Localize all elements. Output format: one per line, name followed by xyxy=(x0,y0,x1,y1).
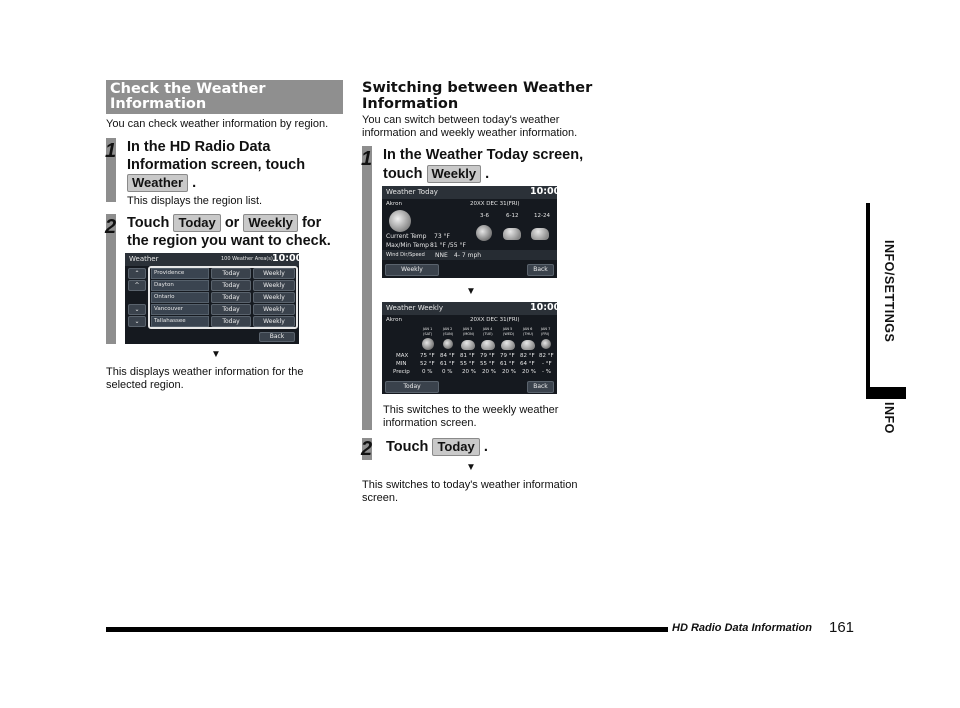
list-item xyxy=(151,268,209,279)
precip: 0 % xyxy=(442,369,453,375)
weekly-button: Weekly xyxy=(253,292,295,303)
clock: 10:00 xyxy=(272,253,303,264)
current-temp: 73 °F xyxy=(434,233,450,240)
cloudy-icon xyxy=(501,340,515,350)
cloudy-icon xyxy=(503,228,521,240)
day-of-week: (SAT) xyxy=(423,332,433,336)
region-name: Dayton xyxy=(154,282,174,288)
max-temp: 82 °F xyxy=(539,353,554,359)
precip: - % xyxy=(542,369,551,375)
intro-line1: You can switch between today's weather xyxy=(362,114,560,126)
side-tab-label-info: INFO xyxy=(882,402,896,434)
result-line1: This switches to today's weather information xyxy=(362,479,578,491)
side-tab-rule xyxy=(866,203,870,399)
sunny-icon xyxy=(389,210,411,232)
wind-direction: NNE xyxy=(435,252,448,259)
day-column xyxy=(500,327,520,377)
step-title-line1: In the Weather Today screen, xyxy=(383,147,584,163)
weather-list-screenshot xyxy=(125,253,303,344)
precip: 20 % xyxy=(502,369,516,375)
intro-text: You can check weather information by region. xyxy=(106,118,329,130)
today-button: Today xyxy=(211,280,251,291)
weekly-button: Weekly xyxy=(253,280,295,291)
day-of-week: (MON) xyxy=(463,332,475,336)
result-line2: selected region. xyxy=(106,379,184,391)
footer-rule xyxy=(106,627,668,632)
row-label-precip: Precip xyxy=(393,369,410,375)
day-date: JAN 3 xyxy=(463,327,473,331)
step-number: 2 xyxy=(105,216,117,238)
weather-button: Weather xyxy=(127,174,188,192)
today-button: Today xyxy=(432,438,479,456)
min-temp: 55 °F xyxy=(460,361,475,367)
section-title-line1: Switching between Weather xyxy=(362,80,593,96)
max-temp: 84 °F xyxy=(440,353,455,359)
arrow-down: ▼ xyxy=(466,462,476,473)
step-title-or: or xyxy=(224,215,240,231)
screen-title: Weather Today xyxy=(386,188,438,196)
area-count: 100 Weather Area(s) xyxy=(221,256,273,262)
step-title-line3 xyxy=(127,173,196,193)
step-title-end: . xyxy=(192,175,197,191)
date: 20XX DEC 31(FRI) xyxy=(470,317,520,323)
step-title-line2: Information screen, touch xyxy=(127,157,306,173)
day-date: JAN 4 xyxy=(483,327,493,331)
step-title-end: . xyxy=(483,439,488,455)
region-name: Tallahassee xyxy=(154,318,186,324)
today-button: Today xyxy=(211,268,251,279)
sunny-icon xyxy=(476,225,492,241)
step-title-line1 xyxy=(127,213,321,233)
moon-icon xyxy=(541,339,551,349)
weather-today-screenshot xyxy=(382,186,561,278)
period-label: 12-24 xyxy=(534,213,550,219)
weekly-button: Weekly xyxy=(385,264,439,276)
step-title-touch: Touch xyxy=(386,439,429,455)
today-button: Today xyxy=(385,381,439,393)
period-label: 3-6 xyxy=(480,213,489,219)
footer-title: HD Radio Data Information xyxy=(672,622,812,634)
intro-line2: information and weekly weather information. xyxy=(362,127,578,139)
step-title-touch: touch xyxy=(383,166,423,182)
clock: 10:00 xyxy=(530,302,561,313)
step-subtext: This displays the region list. xyxy=(127,195,263,207)
step-title-line1: In the HD Radio Data xyxy=(127,139,271,155)
weather-weekly-screenshot xyxy=(382,302,561,394)
step-title-touch: Touch xyxy=(127,215,170,231)
weekly-button: Weekly xyxy=(427,165,482,183)
result-line1: This displays weather information for the xyxy=(106,366,304,378)
region-name: Vancouver xyxy=(154,306,183,312)
cloudy-icon xyxy=(481,340,495,350)
today-button: Today xyxy=(211,304,251,315)
precip: 20 % xyxy=(522,369,536,375)
day-column xyxy=(539,327,557,377)
section-title-line2: Information xyxy=(110,96,207,112)
precip: 20 % xyxy=(482,369,496,375)
day-date: JAN 2 xyxy=(443,327,453,331)
scroll-down-button: ⌄ xyxy=(128,304,146,315)
day-date: JAN 1 xyxy=(423,327,433,331)
cloudy-icon xyxy=(521,340,535,350)
day-column xyxy=(420,327,440,377)
back-button: Back xyxy=(527,264,554,276)
min-temp: - °F xyxy=(542,361,552,367)
day-column xyxy=(480,327,500,377)
step-title-line2 xyxy=(383,164,489,184)
step-stripe xyxy=(362,146,372,430)
back-button: Back xyxy=(259,332,295,342)
moon-icon xyxy=(443,339,453,349)
day-date: JAN 7 xyxy=(541,327,551,331)
min-temp: 61 °F xyxy=(500,361,515,367)
today-button: Today xyxy=(173,214,220,232)
day-date: JAN 6 xyxy=(523,327,533,331)
step-number: 1 xyxy=(361,148,373,170)
switch-line1: This switches to the weekly weather xyxy=(383,404,559,416)
region-name: Providence xyxy=(154,270,185,276)
back-button: Back xyxy=(527,381,554,393)
day-column xyxy=(460,327,480,377)
wind-speed: 4- 7 mph xyxy=(454,252,482,259)
city: Akron xyxy=(386,317,402,323)
weekly-button: Weekly xyxy=(253,316,295,327)
arrow-down: ▼ xyxy=(466,286,476,297)
page-down-button: ⌄ xyxy=(128,316,146,327)
period-label: 6-12 xyxy=(506,213,519,219)
region-name: Ontario xyxy=(154,294,175,300)
precip: 0 % xyxy=(422,369,433,375)
day-column xyxy=(520,327,540,377)
precip: 20 % xyxy=(462,369,476,375)
result-arrow: ▼ xyxy=(211,349,221,360)
min-temp: 55 °F xyxy=(480,361,495,367)
list-item xyxy=(151,292,209,303)
clock: 10:00 xyxy=(530,186,561,197)
cloudy-icon xyxy=(531,228,549,240)
step-title-for: for xyxy=(301,215,322,231)
page-number: 161 xyxy=(829,619,855,636)
step-number: 2 xyxy=(361,438,373,460)
day-of-week: (TUE) xyxy=(483,332,493,336)
side-tab-block xyxy=(866,387,906,399)
weekly-button: Weekly xyxy=(243,214,298,232)
today-button: Today xyxy=(211,292,251,303)
max-temp: 81 °F xyxy=(460,353,475,359)
min-temp: 61 °F xyxy=(440,361,455,367)
weekly-button: Weekly xyxy=(253,304,295,315)
cloudy-icon xyxy=(461,340,475,350)
day-date: JAN 5 xyxy=(503,327,513,331)
min-temp: 52 °F xyxy=(420,361,435,367)
day-column xyxy=(440,327,460,377)
city: Akron xyxy=(386,201,402,207)
row-label-min: MIN xyxy=(396,361,407,367)
wind-label: Wind Dir/Speed xyxy=(386,252,425,258)
row-label-max: MAX xyxy=(396,353,409,359)
today-button: Today xyxy=(211,316,251,327)
section-header-switching xyxy=(362,80,592,112)
screen-title: Weather xyxy=(129,255,159,263)
scroll-up-button: ^ xyxy=(128,280,146,291)
page-up-button: ⌃ xyxy=(128,268,146,279)
step-title xyxy=(386,437,488,457)
maxmin-label: Max/Min Temp xyxy=(386,242,429,249)
list-item xyxy=(151,316,209,327)
result-line2: screen. xyxy=(362,492,399,504)
step-title-end: . xyxy=(485,166,490,182)
max-temp: 79 °F xyxy=(500,353,515,359)
switch-line2: information screen. xyxy=(383,417,477,429)
list-item xyxy=(151,280,209,291)
list-item xyxy=(151,304,209,315)
day-of-week: (WED) xyxy=(503,332,515,336)
date: 20XX DEC 31(FRI) xyxy=(470,201,520,207)
weekly-button: Weekly xyxy=(253,268,295,279)
section-header-check-weather xyxy=(106,80,343,114)
section-title-line2: Information xyxy=(362,96,459,112)
step-number: 1 xyxy=(105,140,117,162)
step-title-line2: the region you want to check. xyxy=(127,233,331,249)
current-temp-label: Current Temp xyxy=(386,233,427,240)
max-temp: 82 °F xyxy=(520,353,535,359)
max-temp: 75 °F xyxy=(420,353,435,359)
section-title-line1: Check the Weather xyxy=(110,81,266,97)
day-of-week: (THU) xyxy=(523,332,534,336)
screen-title: Weather Weekly xyxy=(386,304,443,312)
day-of-week: (SUN) xyxy=(443,332,454,336)
maxmin: 81 °F /55 °F xyxy=(430,242,466,249)
side-tab-label-settings: INFO/SETTINGS xyxy=(882,240,896,343)
day-of-week: (FRI) xyxy=(541,332,550,336)
min-temp: 64 °F xyxy=(520,361,535,367)
sunny-icon xyxy=(422,338,434,350)
max-temp: 79 °F xyxy=(480,353,495,359)
